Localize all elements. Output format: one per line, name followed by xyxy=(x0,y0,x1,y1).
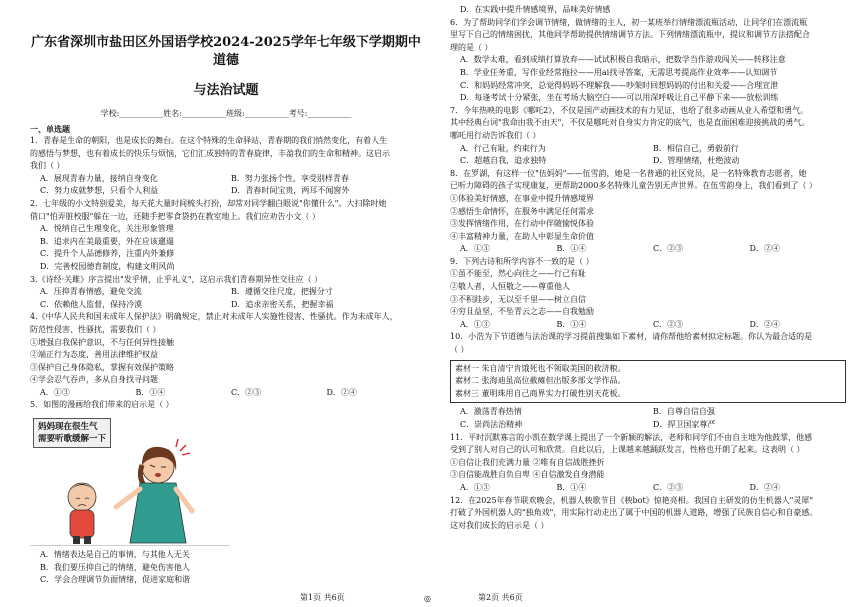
question-stem: 借口"怕弄脏校服"躲在一边，还随手把零食袋扔在教室地上。我们应劝告小文（ ） xyxy=(30,211,320,221)
option-a: A．①③ xyxy=(40,387,70,397)
option-b: B．我们要压抑自己的情绪，避免伤害他人 xyxy=(40,562,190,572)
option-d: D．完善校园德育制度，构建文明风尚 xyxy=(40,261,175,271)
statement: ①自信让我们充满力量 ②唯有自信战胜挫折 xyxy=(450,457,605,467)
statement: ②感悟生命情怀，在服务中满足任何需求 xyxy=(450,206,594,216)
option-a: A．①③ xyxy=(460,244,490,254)
material-1: 素材一 朱自清宁肯饿死也不领取美国的救济粮。 xyxy=(455,363,626,373)
option-c: C．超越自我，追求独特 xyxy=(460,156,547,166)
option-b: B．遵循交往尺度，把握分寸 xyxy=(231,287,333,297)
option-a: A．压抑青春情感，避免交流 xyxy=(40,287,142,297)
option-b: B．相信自己，勇毅前行 xyxy=(653,143,739,153)
option-c: C．依赖他人监督，保持冷漠 xyxy=(40,299,143,309)
page-number-right: 第2页 共6页 xyxy=(478,593,523,602)
material-3: 素材三 董明珠用自己商界实力打破性别天花板。 xyxy=(455,388,626,398)
question-3 xyxy=(30,274,422,312)
option-b: B．①④ xyxy=(135,387,166,397)
exam-title xyxy=(30,34,422,100)
question-stem: 9．下列古诗和所学内容不一致的是（ ） xyxy=(450,256,594,266)
center-mark: ◎ xyxy=(424,594,431,603)
question-11 xyxy=(450,432,846,495)
option-c: C．崇尚法治精神 xyxy=(460,420,523,429)
caption-line-2: 需要听歌缓解一下 xyxy=(38,434,107,445)
statement: ①虽不能至，然心向往之——行己有耻 xyxy=(450,269,586,279)
option-c: C．②③ xyxy=(231,387,262,397)
option-b: B．努力张扬个性，享受别样青春 xyxy=(231,173,349,183)
question-7 xyxy=(450,105,846,168)
question-stem: 3.《诗经·关雎》序言提出"发乎情，止乎礼义"，这启示我们青春期异性交往应（ ） xyxy=(30,274,323,284)
question-stem: 2．七年级的小文特别爱美，每天花大量时间梳头打扮，却常对同学翻白眼说"你懂什么"。大扫除时她 xyxy=(30,198,387,208)
page-number-left: 第1页 共6页 xyxy=(300,593,345,602)
question-10 xyxy=(450,331,846,431)
option-d: D．管理情绪，杜绝波动 xyxy=(653,156,740,166)
question-stem: 其中经典台词"我命由我不由天"，不仅是哪吒对自身实力肯定的底气，也是直面困难迎接挑战的勇气。 xyxy=(450,118,810,128)
statement: ③发挥情绪作用，在行动中伴随愉悦体验 xyxy=(450,219,594,229)
cartoon-image xyxy=(30,415,230,546)
question-stem: 这对我们成长的启示是（ ） xyxy=(450,520,549,530)
question-stem: 打破了外国机器人的"独角戏"，用实际行动走出了属于中国的机器人道路，增强了民族自信心和自豪感。 xyxy=(450,508,818,518)
option-c: C．②③ xyxy=(653,482,684,492)
cartoon-caption xyxy=(33,418,111,448)
question-5 xyxy=(30,399,422,586)
section-heading: 一、单选题 xyxy=(30,124,70,134)
question-stem: 8．在罗湖，有这样一位"伍妈妈"——伍雪韵，她是一名普通的社区党员，是一名特殊教育志愿者，她 xyxy=(450,168,807,178)
materials-box xyxy=(450,360,846,404)
option-c: C．②③ xyxy=(653,244,684,254)
question-1 xyxy=(30,135,422,198)
statement: ④穷且益坚，不坠青云之志——自我勉励 xyxy=(450,307,594,317)
caption-line-1: 妈妈现在很生气 xyxy=(38,422,98,433)
question-stem: 哪吒用行动告诉我们（ ） xyxy=(450,130,541,140)
option-d: D．②④ xyxy=(749,482,780,492)
question-9 xyxy=(450,256,846,332)
option-b: B．①④ xyxy=(556,482,587,492)
title-line-1: 广东省深圳市盐田区外国语学校2024-2025学年七年级下学期期中道德 xyxy=(31,35,421,68)
option-d: D．在实践中提升情感境界，品味美好情感 xyxy=(460,5,611,14)
option-b: B．①④ xyxy=(556,319,587,329)
option-b: B．追求内在美最重要，外在应该邋遢 xyxy=(40,236,174,246)
option-d: D．②④ xyxy=(326,387,357,397)
material-2: 素材二 张海迪虽高位截瘫但出版多部文学作品。 xyxy=(455,376,626,386)
statement: ①增强自我保护意识，不与任何异性接触 xyxy=(30,337,174,347)
student-info-line: 学校:___________姓名:___________班级:___________考号:___________ xyxy=(100,109,352,118)
question-stem: 的感悟与梦想，也有着成长的快乐与烦恼，它们汇成独特的青春旋律，丰盈我们的生命和精神。这启示 xyxy=(30,148,390,158)
question-6 xyxy=(450,17,846,105)
question-stem: 1．青春是生命的朝阳，也是成长的舞台。在这个特殊的生命驿站，青春期的我们悄然变化，有着人生 xyxy=(30,136,388,145)
option-a: A．①③ xyxy=(460,319,490,329)
question-stem: 理的是（ ） xyxy=(450,42,493,52)
question-stem: 里写下自己的情绪困扰，其他同学帮助提供情绪调节方法。下列情绪漂流瓶中，提议和调节方法搭配合 xyxy=(450,30,810,40)
option-a: A．①③ xyxy=(460,482,490,492)
statement: ③自信能战胜自负自卑 ④自信激发自身潜能 xyxy=(450,470,605,480)
option-c: C．提升个人品德修养，注重内外兼修 xyxy=(40,249,175,259)
statement: ②敬人者，人恒敬之——尊重他人 xyxy=(450,282,570,292)
option-b: B．自尊自信自强 xyxy=(653,407,715,417)
question-stem: 防范性侵害、性骚扰，需要我们（ ） xyxy=(30,324,161,334)
statement: ③保护自己身体隐私，掌握有效保护策略 xyxy=(30,362,174,372)
option-d: D．②④ xyxy=(749,244,780,254)
question-stem: 6．为了帮助同学们学会调节情绪，做情绪的主人，初一某班举行情绪漂流瓶活动，让同学们在漂流瓶 xyxy=(450,17,808,27)
statement: ①体验美好情感，在事业中提升情感境界 xyxy=(450,193,594,203)
option-c: C．和妈妈经常冲突，总觉得妈妈不理解我——吵架时回想妈妈的付出和关爱——合理宣泄 xyxy=(460,80,779,90)
question-stem: （ ） xyxy=(450,345,469,355)
question-stem: 4.《中华人民共和国未成年人保护法》明确规定，禁止对未成年人实施性侵害、性骚扰。作为未成年人， xyxy=(30,312,398,322)
question-12 xyxy=(450,495,846,533)
option-d: D．捍卫国家尊严 xyxy=(653,420,716,429)
question-stem: 11．平时沉默寡言的小凯在数学课上提出了一个新颖的解法，老师和同学们不由自主地为他鼓掌，他感 xyxy=(450,432,813,442)
question-stem: 我们（ ） xyxy=(30,161,65,171)
statement: ④丰富精神力量，在助人中彰显生命价值 xyxy=(450,231,594,241)
question-8 xyxy=(450,168,846,256)
option-d: D．青春时间宝贵，两耳不闻窗外 xyxy=(231,186,350,196)
question-4 xyxy=(30,311,422,399)
question-stem: 受到了别人对自己的认可和欣赏。自此以后，上课越来越踊跃发言，性格也开朗了起来。这表明（ ） xyxy=(450,445,805,455)
option-c: C．②③ xyxy=(653,319,684,329)
statement: ②端正行为态度，善用法律维护权益 xyxy=(30,350,158,360)
option-a: A．情绪表达是自己的事情，与其他人无关 xyxy=(40,550,190,560)
question-stem: 7．今年热映的电影《哪吒2》，不仅是国产动画技术的有力见证，也给了很多动画从业人希望和勇气。 xyxy=(450,105,809,115)
option-b: B．学业任务重，写作业经常拖拉——用ai找寻答案，无需思考提高作业效率——认知调节 xyxy=(460,67,778,77)
statement: ④学会忍气吞声，多从自身找寻问题 xyxy=(30,375,158,385)
question-stem: 5．如图的漫画给我们带来的启示是（ ） xyxy=(30,400,174,410)
question-stem: 已听力障碍的孩子实现康复，更帮助2000多名特殊儿童告别无声世界。在伍雪韵身上，我们看到了（ ） xyxy=(450,181,817,191)
title-line-2: 与法治试题 xyxy=(193,83,259,98)
option-a: A．悦纳自己生理变化，关注形象管理 xyxy=(40,224,174,234)
option-d: D．②④ xyxy=(749,319,780,329)
option-a: A．数学太难，看到成绩打算放弃——试试积极自我暗示，把数学当作游戏闯关——转移注意 xyxy=(460,55,786,65)
option-a: A．激荡青春热情 xyxy=(460,407,522,417)
option-c: C．努力成就梦想，只看个人利益 xyxy=(40,186,159,196)
statement: ③不积跬步，无以至千里——树立自信 xyxy=(450,294,586,304)
option-a: A．行己有耻，约束行为 xyxy=(460,143,546,153)
right-page xyxy=(430,0,860,607)
option-d: D．每逢考试十分紧张，坐在考场大脑空白——可以用深呼吸让自己平静下来——放松训练 xyxy=(460,93,779,103)
option-a: A．展现青春力量，接纳自身变化 xyxy=(40,173,158,183)
option-d: D．追求亲密关系，把握幸福 xyxy=(231,299,334,309)
question-stem: 12．在2025年春节联欢晚会，机器人秧歌节目《秧bot》惊艳亮相。我国自主研发的仿生机器人"灵犀" xyxy=(450,495,814,505)
option-c: C．学会合理调节负面情绪，促进家庭和谐 xyxy=(40,575,191,585)
question-stem: 10．小浩为下节道德与法治课的学习提前搜集如下素材，请你帮他给素材拟定标题。你认为最合适的是 xyxy=(450,332,813,342)
question-2 xyxy=(30,198,422,274)
option-b: B．①④ xyxy=(556,244,587,254)
